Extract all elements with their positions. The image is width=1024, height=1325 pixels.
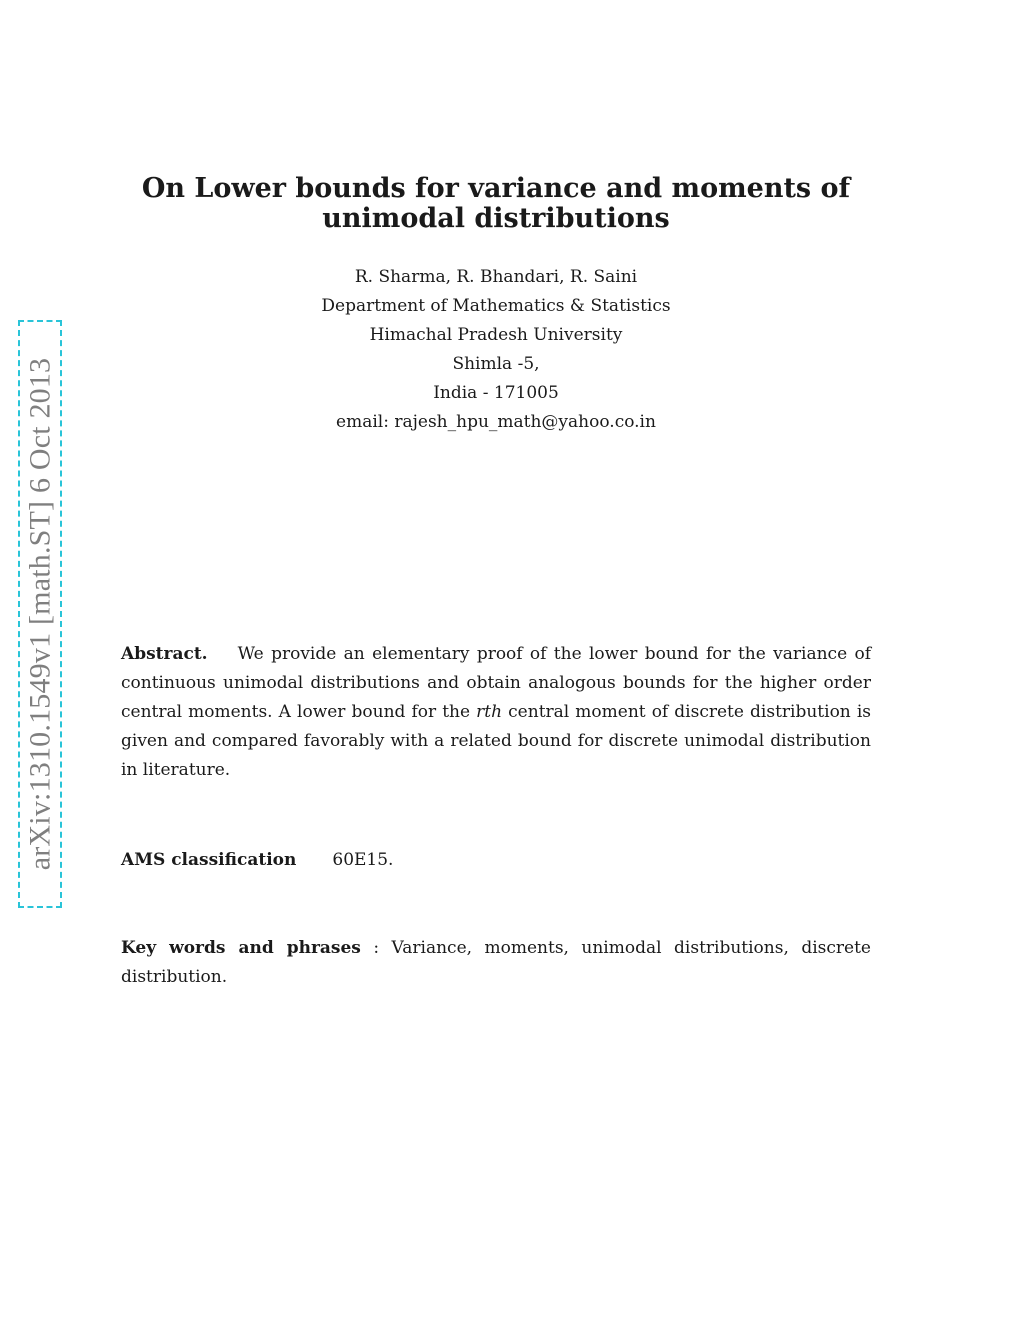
author-country: India - 171005 — [433, 383, 559, 403]
abstract — [121, 640, 871, 785]
arxiv-stamp-text: arXiv:1310.1549v1 [math.ST] 6 Oct 2013 — [23, 357, 57, 871]
keywords — [121, 934, 871, 992]
title-line-2: unimodal distributions — [322, 203, 670, 234]
title-line-1: On Lower bounds for variance and moments of — [141, 173, 851, 204]
abstract-text-1: We provide an elementary proof of the lower bound for the variance of continuous unimodal distributions and obtain analogous bounds for the higher order central moments. A lower bound for the — [121, 644, 871, 722]
ams-classification — [121, 846, 393, 875]
arxiv-stamp — [18, 320, 62, 908]
keywords-text: Variance, moments, unimodal distributions, discrete distribution. — [121, 938, 871, 987]
author-names: R. Sharma, R. Bhandari, R. Saini — [354, 267, 638, 287]
abstract-label: Abstract. — [121, 644, 208, 664]
paper-title — [120, 174, 872, 234]
author-department: Department of Mathematics & Statistics — [321, 296, 671, 316]
abstract-text-2: central moment of discrete distribution is given and compared favorably with a related bound for discrete unimodal distribution in literature. — [121, 702, 871, 780]
author-university: Himachal Pradesh University — [369, 325, 623, 345]
abstract-math-rth: rth — [476, 702, 503, 722]
keywords-label: Key words and phrases — [121, 938, 361, 958]
author-email: email: rajesh_hpu_math@yahoo.co.in — [336, 412, 656, 432]
keywords-separator: : — [360, 938, 392, 958]
ams-value: 60E15. — [332, 850, 394, 870]
author-city: Shimla -5, — [452, 354, 540, 374]
ams-label: AMS classification — [121, 850, 297, 870]
author-block — [120, 263, 872, 437]
